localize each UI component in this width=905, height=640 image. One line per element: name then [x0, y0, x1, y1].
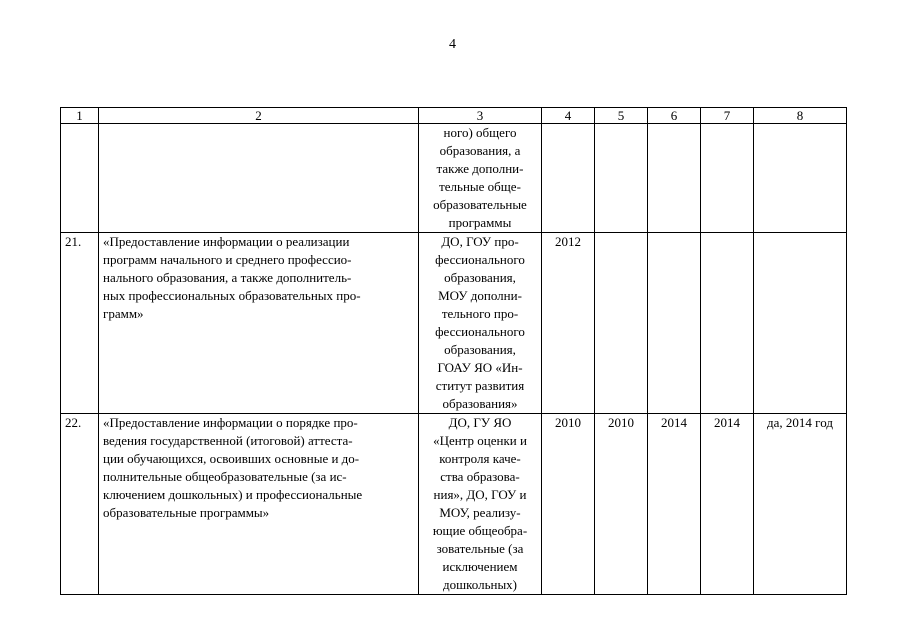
service-name-line: ных профессиональных образовательных про- — [103, 288, 361, 303]
year-cell-c7 — [701, 233, 754, 414]
service-name-cell — [99, 233, 419, 414]
executor-line: ГОАУ ЯО «Ин- — [437, 360, 523, 375]
year-cell-c7: 2014 — [701, 414, 754, 595]
year-cell-c6: 2014 — [648, 414, 701, 595]
table-row — [61, 233, 847, 414]
service-name-line: ции обучающихся, освоивших основные и до- — [103, 451, 360, 466]
column-header: 6 — [648, 108, 701, 124]
year-cell-c6 — [648, 124, 701, 233]
services-table — [60, 107, 847, 595]
executor-line: «Центр оценки и — [433, 433, 527, 448]
executor-line: образовательные — [433, 197, 527, 212]
executor-line: образования, — [444, 270, 516, 285]
year-cell-c8 — [754, 233, 847, 414]
executor-line: ДО, ГОУ про- — [441, 234, 519, 249]
executor-line: ститут развития — [435, 378, 525, 393]
column-header: 8 — [754, 108, 847, 124]
service-name-line: программ начального и среднего профессио- — [103, 252, 352, 267]
executor-line: МОУ дополни- — [438, 288, 522, 303]
column-header: 4 — [542, 108, 595, 124]
executor-line: образования, — [444, 342, 516, 357]
year-cell-c4 — [542, 124, 595, 233]
service-name-line: образовательные программы» — [103, 505, 270, 520]
executor-line: образования» — [442, 396, 518, 411]
executor-line: ства образова- — [440, 469, 520, 484]
row-number: 22. — [61, 414, 99, 595]
column-header: 3 — [419, 108, 542, 124]
service-name-line: ведения государственной (итоговой) аттеста- — [103, 433, 353, 448]
page-number: 4 — [449, 37, 456, 52]
executor-line: ного) общего — [443, 125, 517, 140]
executor-line: ДО, ГУ ЯО — [448, 415, 512, 430]
row-number — [61, 124, 99, 233]
executor-line: фессионального — [435, 324, 525, 339]
service-name-line: «Предоставление информации о реализации — [103, 234, 350, 249]
year-cell-c5 — [595, 233, 648, 414]
executor-cell — [419, 414, 542, 595]
executor-line: также дополни- — [436, 161, 524, 176]
executor-line: фессионального — [435, 252, 525, 267]
table-header-row — [61, 108, 847, 124]
executor-cell — [419, 233, 542, 414]
executor-line: исключением — [442, 559, 518, 574]
executor-line: зовательные (за — [436, 541, 524, 556]
table-row — [61, 414, 847, 595]
executor-line: ния», ДО, ГОУ и — [433, 487, 527, 502]
row-number: 21. — [61, 233, 99, 414]
service-name-cell — [99, 124, 419, 233]
year-cell-c4: 2010 — [542, 414, 595, 595]
year-cell-c5: 2010 — [595, 414, 648, 595]
year-cell-c5 — [595, 124, 648, 233]
executor-line: контроля каче- — [439, 451, 521, 466]
column-header: 2 — [99, 108, 419, 124]
year-cell-c4: 2012 — [542, 233, 595, 414]
service-name-line: «Предоставление информации о порядке про- — [103, 415, 358, 430]
service-name-line: ключением дошкольных) и профессиональные — [103, 487, 363, 502]
executor-line: тельные обще- — [439, 179, 521, 194]
executor-cell — [419, 124, 542, 233]
executor-line: программы — [448, 215, 512, 230]
column-header: 1 — [61, 108, 99, 124]
column-header: 5 — [595, 108, 648, 124]
executor-line: дошкольных) — [442, 577, 518, 592]
year-cell-c8 — [754, 124, 847, 233]
service-name-line: грамм» — [103, 306, 144, 321]
executor-line: тельного про- — [441, 306, 519, 321]
executor-line: образования, а — [439, 143, 521, 158]
service-name-cell — [99, 414, 419, 595]
service-name-line: нального образования, а также дополнитель- — [103, 270, 352, 285]
executor-line: ющие общеобра- — [432, 523, 528, 538]
year-cell-c8: да, 2014 год — [754, 414, 847, 595]
column-header: 7 — [701, 108, 754, 124]
table-row — [61, 124, 847, 233]
year-cell-c7 — [701, 124, 754, 233]
year-cell-c6 — [648, 233, 701, 414]
executor-line: МОУ, реализу- — [439, 505, 521, 520]
service-name-line: полнительные общеобразовательные (за ис- — [103, 469, 347, 484]
